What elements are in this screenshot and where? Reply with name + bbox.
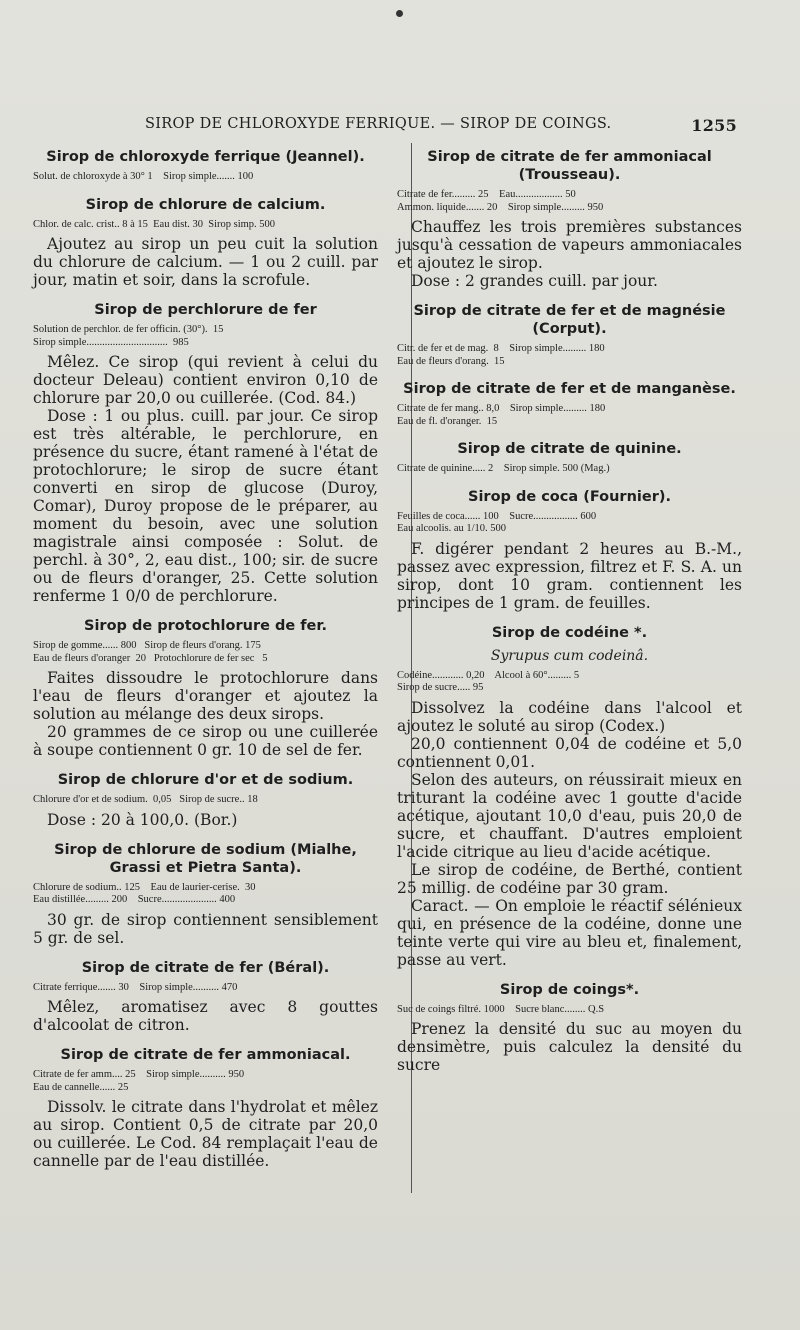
ingredient-line: Suc de coings filtré. 1000 Sucre blanc........ Q.S [397,1003,605,1015]
section-title: Sirop de protochlorure de fer. [84,618,327,634]
paragraph: Selon des auteurs, on réussirait mieux en triturant la codéine avec 1 goutte d'acide acétique, ajoutant 10,0 d'eau, puis 20,0 de sucre, et chauffant. D'autres emploient l'acide citrique au lieu d'acide acétique. [397,770,742,861]
section-title: Sirop de chlorure de calcium. [85,196,326,213]
section-subtitle: Syrupus cum codeinâ. [490,647,649,664]
ingredient-line: Chlorure d'or et de sodium. 0,05 Sirop de sucre.. 18 [33,794,258,805]
printer-mark [396,10,403,17]
ingredient-line: Feuilles de coca...... 100 Sucre................. 600 [397,510,597,522]
section-title: Sirop de citrate de fer et de manganèse. [403,381,736,397]
ingredient-line: Citrate de fer mang.. 8,0 Sirop simple......... 180 [397,403,606,414]
ingredient-line: Chlorure de sodium.. 125 Eau de laurier-cerise. 30 [33,881,256,893]
ingredients [397,511,742,536]
ingredients [33,640,378,665]
section-title: Sirop de perchlorure de fer [94,302,317,318]
ingredient-line: Citrate de quinine..... 2 Sirop simple. 500 (Mag.) [397,463,610,474]
ingredient-line: Eau de fleurs d'oranger 20 Protochlorure de fer sec 5 [33,652,268,664]
ingredients [397,189,742,214]
ingredient-line: Solut. de chloroxyde à 30° 1 Sirop simple....... 100 [33,171,254,182]
page-number: 1255 [691,116,737,135]
ingredient-line: Citrate de fer amm.... 25 Sirop simple.......... 950 [33,1069,245,1080]
paragraph: Dissolvez la codéine dans l'alcool et ajoutez le soluté au sirop (Codex.) [397,698,742,735]
ingredient-line: Sirop de gomme...... 800 Sirop de fleurs d'orang. 175 [33,640,261,651]
paragraph: F. digérer pendant 2 heures au B.-M., passez avec expression, filtrez et F. S. A. un sirop, dont 10 gram. contiennent les principes de 1 gram. de feuilles. [397,539,742,612]
ingredients [397,1004,742,1017]
ingredient-line: Eau alcoolis. au 1/10. 500 [397,523,507,534]
ingredients [33,219,378,232]
section-title: Sirop de citrate de fer ammoniacal. [60,1047,351,1063]
ingredient-line: Chlor. de calc. crist.. 8 à 15 Eau dist. 30 Sirop simp. 500 [33,218,276,230]
left-column [33,146,378,1170]
section-title: Sirop de codéine *. [491,624,648,641]
section-title: Sirop de chloroxyde ferrique (Jeannel). [46,149,365,165]
paragraph: Caract. — On emploie le réactif sélénieux qui, en présence de la codéine, donne une teinte verte qui vire au bleu et, finalement, passe au vert. [397,896,742,969]
section-title: Sirop de citrate de fer (Béral). [81,959,330,976]
ingredient-line: Citrate ferrique....... 30 Sirop simple.......... 470 [33,981,238,993]
ingredient-line: Eau de fl. d'oranger. 15 [397,415,498,427]
ingredient-line: Eau de cannelle...... 25 [33,1081,129,1093]
paragraph: Dissolv. le citrate dans l'hydrolat et mêlez au sirop. Contient 0,5 de citrate par 20,0 ou cuillerée. Le Cod. 84 remplaçait l'eau de cannelle par de l'eau distillée. [33,1098,378,1170]
paragraph: Ajoutez au sirop un peu cuit la solution du chlorure de calcium. — 1 ou 2 cuill. par jour, matin et soir, dans la scrofule. [33,235,378,289]
ingredient-line: Ammon. liquide....... 20 Sirop simple......... 950 [397,201,604,213]
ingredients [33,324,378,349]
ingredients [397,670,742,695]
section-title: Sirop de citrate de fer ammoniacal (Trousseau). [427,149,712,183]
ingredients [397,403,742,428]
paragraph: Le sirop de codéine, de Berthé, contient 25 millig. de codéine par 30 gram. [397,860,742,897]
ingredient-line: Citr. de fer et de mag. 8 Sirop simple......... 180 [397,343,605,354]
running-title: SIROP DE CHLOROXYDE FERRIQUE. — SIROP DE COINGS. [145,116,612,132]
paragraph: Mêlez, aromatisez avec 8 gouttes d'alcoolat de citron. [33,998,378,1034]
paragraph: Dose : 20 à 100,0. (Bor.) [47,810,238,829]
section-title: Sirop de coca (Fournier). [468,488,671,505]
ingredient-line: Codéine............ 0,20 Alcool à 60°......... 5 [397,669,580,681]
section-title: Sirop de citrate de fer et de magnésie (Corput). [413,303,726,337]
paragraph: Chauffez les trois premières substances jusqu'à cessation de vapeurs ammoniacales et ajoutez le sirop. [397,218,742,272]
paragraph: 20,0 contiennent 0,04 de codéine et 5,0 contiennent 0,01. [397,734,742,771]
ingredient-line: Eau de fleurs d'orang. 15 [397,355,505,367]
ingredient-line: Citrate de fer......... 25 Eau.................. 50 [397,189,576,200]
paragraph: Dose : 1 ou plus. cuill. par jour. Ce sirop est très altérable, le perchlorure, en présence du sucre, étant ramené à l'état de protochlorure; le sirop de sucre étant converti en sirop de glucose (Duroy, Comar), Duroy propose de le préparer, au moment du besoin, avec une solution magistrale ainsi composée : Solut. de perchl. à 30°, 2, eau dist., 100; sir. de sucre ou de fleurs d'oranger, 25. Cette solution renferme 1 0/0 de perchlorure. [33,407,378,605]
paragraph: Faites dissoudre le protochlorure dans l'eau de fleurs d'oranger et ajoutez la solution au mélange des deux sirops. [33,669,378,723]
ingredients [33,1069,378,1094]
ingredients [33,882,378,907]
right-column [397,146,742,1074]
paragraph: Prenez la densité du suc au moyen du densimètre, puis calculez la densité du sucre [397,1020,742,1074]
section-title: Sirop de chlorure d'or et de sodium. [57,772,354,788]
paragraph: Dose : 2 grandes cuill. par jour. [411,272,658,290]
ingredient-line: Eau distillée......... 200 Sucre..................... 400 [33,894,236,905]
ingredient-line: Solution de perchlor. de fer officin. (30°). 15 [33,324,224,335]
paragraph: 20 grammes de ce sirop ou une cuillerée à soupe contiennent 0 gr. 10 de sel de fer. [33,723,378,759]
paragraph: 30 gr. de sirop contiennent sensiblement 5 gr. de sel. [33,910,378,947]
section-title: Sirop de citrate de quinine. [457,441,682,457]
paragraph: Mêlez. Ce sirop (qui revient à celui du docteur Deleau) contient environ 0,10 de chlorure par 20,0 ou cuillerée. (Cod. 84.) [33,353,378,407]
section-title: Sirop de chlorure de sodium (Mialhe, Grassi et Pietra Santa). [54,841,357,876]
ingredients [33,982,378,995]
ingredients [397,343,742,368]
ingredient-line: Sirop de sucre..... 95 [397,682,484,693]
ingredients [397,463,742,476]
ingredients [33,171,378,184]
ingredients [33,794,378,807]
ingredient-line: Sirop simple............................... 985 [33,336,189,348]
section-title: Sirop de coings*. [499,981,640,998]
